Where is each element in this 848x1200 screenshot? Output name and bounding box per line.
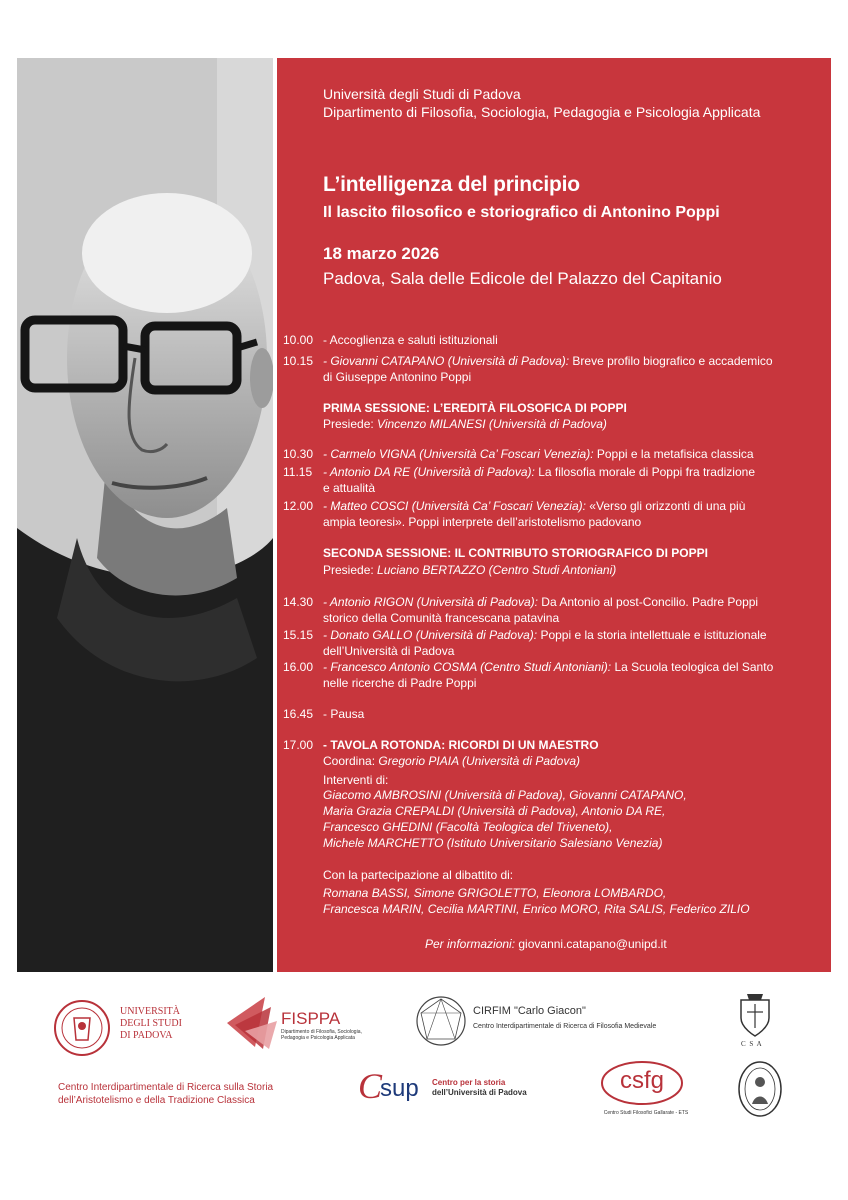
- session-chair: [323, 416, 823, 432]
- coordinator: [323, 753, 823, 769]
- university-name: Università degli Studi di Padova: [323, 86, 521, 102]
- intervento-line: Francesco GHEDINI (Facoltà Teologica del Triveneto),: [323, 820, 613, 834]
- seal-logo: [737, 1060, 783, 1118]
- portrait-illustration: [17, 58, 273, 972]
- program-text: - Pausa: [323, 707, 365, 721]
- coord-name: Gregorio PIAIA (Università di Padova): [378, 754, 581, 768]
- round-seal-icon: [737, 1060, 783, 1118]
- unipd-line: UNIVERSITÀ: [120, 1006, 180, 1017]
- program-text: La filosofia morale di Poppi fra tradizione: [534, 465, 755, 479]
- program-time: 11.15: [283, 465, 313, 479]
- csfg-logo: [596, 1060, 696, 1120]
- program-text: Poppi e la metafisica classica: [593, 447, 754, 461]
- unipd-line: DEGLI STUDI: [120, 1018, 182, 1029]
- session-chair: [323, 562, 823, 578]
- partecipante-line: Romana BASSI, Simone GRIGOLETTO, Eleonora LOMBARDO,: [323, 886, 667, 900]
- university-header: [323, 85, 760, 121]
- program-text: Da Antonio al post-Concilio. Padre Poppi: [537, 595, 759, 609]
- program-text-cont: dell’Università di Padova: [323, 644, 455, 658]
- program-speaker: - Matteo COSCI (Università Ca’ Foscari Venezia):: [323, 499, 586, 513]
- chair-name: Luciano BERTAZZO (Centro Studi Antoniani): [377, 563, 617, 577]
- program-text-cont: nelle ricerche di Padre Poppi: [323, 676, 477, 690]
- program-item: [283, 498, 823, 514]
- interventi-label: Interventi di:: [323, 773, 389, 787]
- program-speaker: - Carmelo VIGNA (Università Ca’ Foscari Venezia):: [323, 447, 594, 461]
- program-item: [283, 446, 823, 462]
- csup-logo: [358, 1068, 548, 1108]
- department-name: Dipartimento di Filosofia, Sociologia, Pedagogia e Psicologia Applicata: [323, 104, 761, 120]
- aristotelismo-line: dell’Aristotelismo e della Tradizione Classica: [58, 1095, 255, 1106]
- aristotelismo-line: Centro Interdipartimentale di Ricerca sulla Storia: [58, 1082, 274, 1093]
- program-item: [283, 627, 823, 643]
- event-date: 18 marzo 2026: [323, 244, 440, 263]
- cirfim-name: CIRFIM "Carlo Giacon": [473, 1005, 586, 1017]
- program-time: 16.45: [283, 707, 314, 721]
- csfg-sub: Centro Studi Filosofici Gallarate - ETS: [603, 1110, 689, 1116]
- session-title: PRIMA SESSIONE: L’EREDITÀ FILOSOFICA DI POPPI: [323, 401, 627, 415]
- chair-name: Vincenzo MILANESI (Università di Padova): [377, 417, 607, 431]
- program-item: [283, 464, 823, 480]
- program-time: 16.00: [283, 660, 314, 674]
- unipd-line: DI PADOVA: [120, 1030, 173, 1041]
- program-item: [283, 737, 823, 753]
- event-subtitle: Il lascito filosofico e storiografico di Antonino Poppi: [323, 204, 720, 221]
- cirfim-sub: Centro Interdipartimentale di Ricerca di Filosofia Medievale: [473, 1023, 657, 1030]
- cirfim-logo: [415, 995, 715, 1050]
- program-text: «Verso gli orizzonti di una più: [585, 499, 746, 513]
- program-time: 15.15: [283, 628, 314, 642]
- intervento-line: Michele MARCHETTO (Istituto Universitario Salesiano Venezia): [323, 836, 663, 850]
- csa-name: C S A: [741, 1040, 763, 1048]
- portrait-photo: [17, 58, 273, 972]
- program-time: 10.00: [283, 333, 314, 347]
- roundtable-title: - TAVOLA ROTONDA: RICORDI DI UN MAESTRO: [323, 738, 599, 752]
- program-text-cont: di Giuseppe Antonino Poppi: [323, 370, 472, 384]
- program-text-cont: storico della Comunità francescana patavina: [323, 611, 560, 625]
- aristotelismo-logo: [58, 1081, 318, 1107]
- intervento-line: Maria Grazia CREPALDI (Università di Padova), Antonio DA RE,: [323, 804, 666, 818]
- session-title: SECONDA SESSIONE: IL CONTRIBUTO STORIOGRAFICO DI POPPI: [323, 546, 708, 560]
- sponsor-logos: [0, 980, 848, 1200]
- csa-logo: [735, 992, 775, 1052]
- csup-sub-line: dell’Università di Padova: [432, 1088, 527, 1097]
- program-speaker: - Antonio RIGON (Università di Padova):: [323, 595, 538, 609]
- csup-text: sup: [380, 1075, 419, 1102]
- program-time: 17.00: [283, 738, 314, 752]
- contact-email[interactable]: giovanni.catapano@unipd.it: [515, 937, 667, 951]
- unipd-logo: [52, 998, 202, 1058]
- fisppa-name: FISPPA: [281, 1009, 341, 1028]
- csup-c: C: [358, 1066, 383, 1106]
- partecipante-line: Francesca MARIN, Cecilia MARTINI, Enrico MORO, Rita SALIS, Federico ZILIO: [323, 902, 750, 916]
- contact-label: Per informazioni:: [425, 937, 516, 951]
- contact-info: [425, 937, 667, 951]
- program-speaker: - Francesco Antonio COSMA (Centro Studi Antoniani):: [323, 660, 612, 674]
- program-speaker: - Donato GALLO (Università di Padova):: [323, 628, 538, 642]
- fisppa-sub-line: Dipartimento di Filosofia, Sociologia,: [281, 1029, 362, 1035]
- csfg-name: csfg: [619, 1067, 664, 1094]
- chair-label: Presiede:: [323, 417, 378, 431]
- event-venue: Padova, Sala delle Edicole del Palazzo del Capitanio: [323, 269, 722, 288]
- program-time: 10.30: [283, 447, 314, 461]
- unipd-seal-icon: [52, 998, 112, 1058]
- program-text: La Scuola teologica del Santo: [611, 660, 774, 674]
- fisppa-triangle-icon: [225, 995, 280, 1050]
- partecipazione-label: Con la partecipazione al dibattito di:: [323, 868, 514, 882]
- csa-crest-icon: [737, 992, 773, 1038]
- program-text: Breve profilo biografico e accademico: [569, 354, 773, 368]
- fisppa-sub-line: Pedagogia e Psicologia Applicata: [281, 1035, 355, 1041]
- program-time: 14.30: [283, 595, 314, 609]
- program-item: [283, 659, 823, 675]
- intervento-line: Giacomo AMBROSINI (Università di Padova), Giovanni CATAPANO,: [323, 788, 687, 802]
- interventi-list: [323, 787, 823, 851]
- program-time: 12.00: [283, 499, 314, 513]
- program-time: 10.15: [283, 354, 314, 368]
- program-speaker: - Antonio DA RE (Università di Padova):: [323, 465, 535, 479]
- fisppa-logo: [225, 995, 385, 1050]
- program-item: [283, 706, 823, 722]
- coord-label: Coordina:: [323, 754, 379, 768]
- program-text: - Accoglienza e saluti istituzionali: [323, 333, 498, 347]
- program-item: [283, 353, 823, 369]
- program-text: Poppi e la storia intellettuale e istituzionale: [537, 628, 767, 642]
- chair-label: Presiede:: [323, 563, 378, 577]
- program-text-cont: ampia teoresi». Poppi interprete dell’aristotelismo padovano: [323, 515, 642, 529]
- program-item: [283, 332, 823, 348]
- cirfim-circle-icon: [415, 995, 467, 1047]
- csup-sub-line: Centro per la storia: [432, 1078, 506, 1087]
- program-item: [283, 594, 823, 610]
- program-speaker: - Giovanni CATAPANO (Università di Padova):: [323, 354, 570, 368]
- partecipazione-list: [323, 885, 823, 917]
- program-text-cont: e attualità: [323, 481, 376, 495]
- event-title: L’intelligenza del principio: [323, 173, 580, 196]
